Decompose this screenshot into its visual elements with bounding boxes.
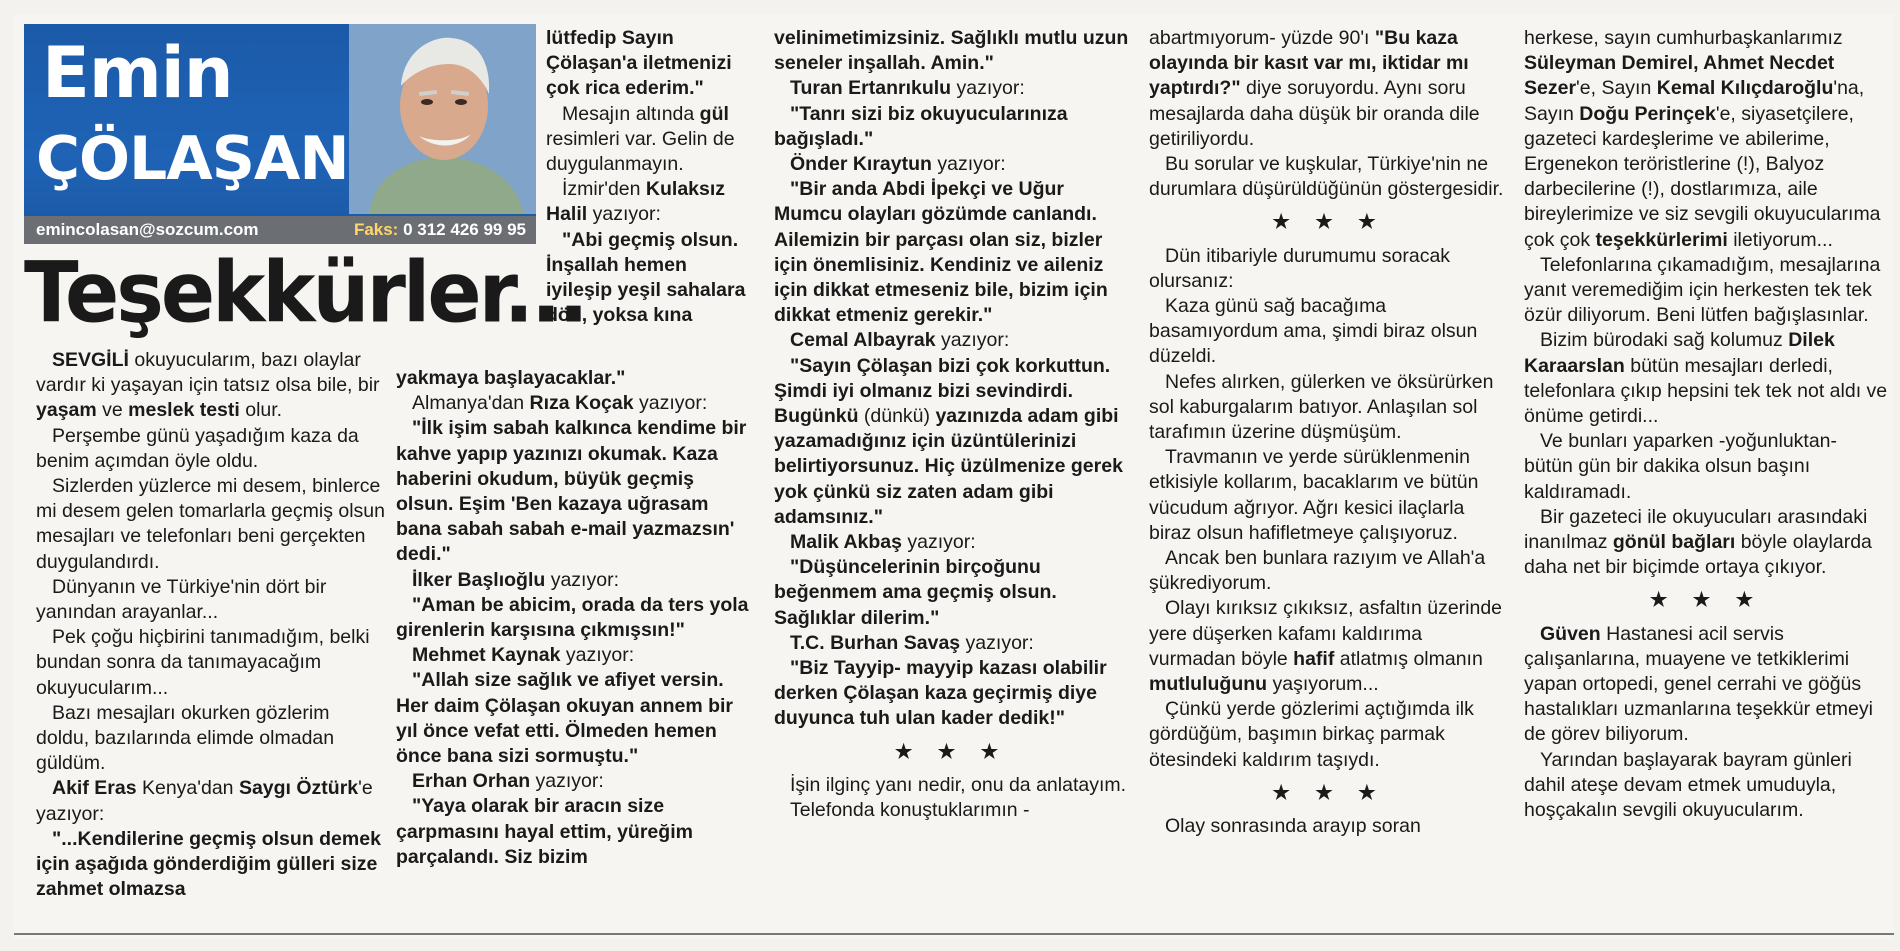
column-2 [396, 366, 756, 870]
body-text: (dünkü) [858, 405, 936, 428]
section-divider-stars: ★ ★ ★ [1649, 589, 1764, 612]
paragraph [546, 102, 751, 178]
body-text: okuyucularım, bazı olaylar vardır ki yaşayan için tatsız olsa bile, bir [36, 349, 380, 397]
paragraph [1149, 697, 1509, 773]
bold-text: "Biz Tayyip- mayyip kazası olabilir derken Çölaşan kaza geçirmiş diye duyunca tuh ulan kader dedik!" [774, 657, 1107, 730]
body-text: Sizlerden yüzlerce mi desem, binlerce mi desem gelen tomarlarla geçmiş olsun mesajları ve telefonları beni gerçekten duygulandırdı. [36, 475, 385, 573]
bold-text: meslek testi [128, 399, 240, 422]
bold-text: velinimetimizsiniz. Sağlıklı mutlu uzun seneler inşallah. Amin." [774, 27, 1129, 75]
body-text: Ancak ben bunlara razıyım ve Allah'a şükrediyorum. [1149, 547, 1486, 595]
paragraph [36, 776, 386, 826]
body-text: yazıyor: [902, 531, 976, 554]
paragraph [1524, 505, 1889, 581]
paragraph [396, 366, 756, 391]
body-text: Pek çoğu hiçbirini tanımadığım, belki bundan sonra da tanımayacağım okuyucularım... [36, 626, 370, 699]
paragraph [546, 228, 751, 329]
paragraph [774, 555, 1129, 631]
body-text: Olay sonrasında arayıp soran [1165, 815, 1421, 838]
paragraph [774, 328, 1129, 353]
body-text: Almanya'dan [412, 392, 530, 415]
body-text: yazıyor: [931, 153, 1006, 176]
paragraph [36, 348, 386, 424]
bold-text: hafif [1293, 647, 1335, 670]
body-text: yaşıyorum... [1267, 673, 1379, 696]
body-text: yazıyor: [935, 329, 1010, 352]
paragraph [396, 568, 756, 593]
column-5 [1524, 26, 1889, 823]
paragraph [1524, 622, 1889, 748]
bold-text: teşekkürlerimi [1595, 228, 1728, 251]
author-last-name: ÇÖLAŞAN [36, 124, 349, 194]
paragraph [1149, 26, 1509, 152]
bold-text: "Abi geçmiş olsun. İnşallah hemen iyileşip yeşil sahalara dön, yoksa kına [546, 228, 746, 327]
body-text: Telefonlarına çıkamadığım, mesajlarına yanıt veremediğim için herkesten tek tek özür diliyorum. Beni lütfen bağışlasınlar. [1524, 253, 1881, 327]
contact-bar [24, 216, 536, 244]
bold-text: yazınızda adam gibi yazamadığınız için üzüntülerinizi belirtiyorsunuz. Hiç üzülmenize gerek yok çünkü siz zaten adam gibi adamsınız." [774, 405, 1123, 528]
bold-text: mutluluğunu [1149, 673, 1268, 696]
section-divider-stars: ★ ★ ★ [1272, 211, 1386, 234]
paragraph [1149, 244, 1509, 294]
body-text: resimleri var. Gelin de duygulanmayın. [546, 127, 735, 176]
body-text: böyle olaylarda daha net bir biçimde ortaya çıkıyor. [1524, 531, 1872, 579]
bold-text: yakmaya başlayacaklar." [396, 367, 626, 389]
paragraph [396, 794, 756, 870]
bold-text: gül [699, 102, 729, 125]
paragraph [774, 26, 1129, 76]
body-text: İzmir'den [562, 178, 646, 201]
paragraph [396, 593, 756, 643]
author-portrait [349, 24, 536, 214]
body-text: Kenya'dan [136, 777, 239, 800]
paragraph [396, 391, 756, 416]
paragraph [1149, 152, 1509, 202]
body-text: Telefonda konuştuklarımın - [790, 799, 1030, 822]
column-2-top [546, 26, 751, 328]
paragraph [36, 424, 386, 474]
body-text: Dünyanın ve Türkiye'nin dört bir yanından arayanlar... [36, 575, 327, 624]
bold-text: T.C. Burhan Savaş [790, 631, 961, 654]
bold-text: Süleyman Demirel, Ahmet Necdet Sezer [1524, 52, 1835, 100]
body-text: atlatmış olmanın [1334, 647, 1483, 670]
bold-text: Kulaksız Halil [546, 178, 726, 226]
column-3 [774, 26, 1129, 823]
bold-text: Rıza Koçak [529, 392, 634, 415]
paragraph [774, 656, 1129, 732]
bold-text: Önder Kıraytun [790, 153, 932, 176]
bold-text: gönül bağları [1612, 531, 1736, 554]
body-text: diye soruyordu. Aynı soru mesajlarda daha düşük bir oranda dile getiriliyordu. [1149, 77, 1480, 150]
column-1 [36, 348, 386, 902]
paragraph [1149, 596, 1509, 697]
body-text: Kaza günü sağ bacağıma basamıyordum ama, şimdi biraz olsun düzeldi. [1149, 295, 1478, 368]
paragraph [546, 26, 751, 102]
paragraph [36, 575, 386, 625]
column-4 [1149, 26, 1509, 839]
body-text: bütün mesajları derledi, telefonlara çıkıp hepsini tek tek not aldı ve önüme getirdi... [1524, 354, 1888, 428]
body-text: yazıyor: [960, 631, 1034, 654]
body-text: yazıyor: [530, 770, 604, 793]
body-text: iletiyorum... [1727, 228, 1833, 251]
paragraph [774, 102, 1129, 152]
bold-text: "Tanrı sizi biz okuyucularınıza bağışladı." [774, 102, 1068, 150]
fax-label: Faks: [353, 220, 399, 239]
bold-text: Erhan Orhan [412, 770, 531, 793]
paragraph [396, 769, 756, 794]
bold-text: Mehmet Kaynak [412, 644, 561, 667]
paragraph [546, 177, 751, 227]
bold-text: Cemal Albayrak [790, 329, 936, 352]
paragraph [774, 631, 1129, 656]
bold-text: yaşam [36, 399, 97, 422]
body-text: Bir gazeteci ile okuyucuları arasındaki inanılmaz [1524, 505, 1868, 554]
body-text: Dün itibariyle durumumu soracak olursanız: [1149, 244, 1451, 292]
paragraph [396, 416, 756, 567]
body-text: Ve bunları yaparken -yoğunluktan- bütün gün bir dakika olsun başını kaldıramadı. [1524, 430, 1838, 503]
bold-text: Turan Ertanrıkulu [790, 77, 952, 100]
body-text: Bazı mesajları okurken gözlerim doldu, bazılarında elimde olmadan güldüm. [36, 701, 335, 775]
body-text: yazıyor: [587, 203, 661, 226]
paragraph [36, 625, 386, 701]
bold-text: "Sayın Çölaşan bizi çok korkuttun. Şimdi iyi olmanız bizi sevindirdi. Bugünkü [774, 354, 1111, 428]
body-text: olur. [239, 399, 283, 422]
newspaper-page [14, 14, 1894, 939]
body-text: Bizim bürodaki sağ kolumuz [1540, 329, 1789, 352]
bold-text: İlker Başlıoğlu [412, 568, 546, 591]
body-text: 'na, Sayın [1524, 77, 1865, 125]
bold-text: lütfedip Sayın Çölaşan'a iletmenizi çok rica ederim." [546, 27, 732, 100]
paragraph [774, 798, 1129, 823]
paragraph [1524, 748, 1889, 824]
fax-number: 0 312 426 99 95 [403, 220, 526, 239]
bold-text: "Yaya olarak bir aracın size çarpmasını hayal ettim, yüreğim parçalandı. Siz bizim [396, 795, 693, 868]
body-text: İşin ilginç yanı nedir, onu da anlatayım. [790, 773, 1127, 796]
paragraph [36, 701, 386, 777]
body-text: yazıyor: [951, 77, 1025, 100]
section-divider-stars: ★ ★ ★ [894, 740, 1009, 763]
body-text: herkese, sayın cumhurbaşkanlarımız [1524, 27, 1843, 49]
bold-text: Güven [1540, 622, 1601, 645]
paragraph [1524, 26, 1889, 253]
body-text: yazıyor: [545, 568, 619, 591]
paragraph [774, 530, 1129, 555]
paragraph [774, 152, 1129, 177]
paragraph [1524, 253, 1889, 329]
headline: Teşekkürler... [24, 243, 586, 342]
paragraph [36, 827, 386, 903]
bold-text: "Bu kaza olayında bir kasıt var mı, iktidar mı yaptırdı?" [1149, 27, 1469, 100]
paragraph [396, 643, 756, 668]
paragraph [1524, 328, 1889, 429]
bold-text: Kemal Kılıçdaroğlu [1656, 77, 1834, 100]
author-first-name: Emin [42, 32, 233, 114]
body-text: Bu sorular ve kuşkular, Türkiye'nin ne durumlara düşürüldüğünün göstergesidir. [1149, 153, 1504, 201]
body-text: ve [96, 399, 129, 422]
body-text: Çünkü yerde gözlerimi açtığımda ilk gördüğüm, başımın birkaç parmak ötesindeki kaldırım taşıydı. [1149, 698, 1474, 771]
paragraph [1149, 370, 1509, 446]
body-text: Mesajın altında [562, 102, 700, 125]
body-text: yazıyor: [633, 392, 708, 415]
body-text: Hastanesi acil servis çalışanlarına, muayene ve tetkiklerimi yapan ortopedi, genel cerrahi ve göğüs hastalıkları uzmanlarına teşekkür etmeyi de görev biliyorum. [1524, 622, 1873, 746]
paragraph [774, 773, 1129, 798]
paragraph [1149, 445, 1509, 546]
body-text: 'e, siyasetçilere, gazeteci kardeşlerime ve abilerime, Ergenekon teröristlerine (!), Balyoz darbecilerine (!), dostlarımıza, aile bireylerimize ve siz sevgili okuyucularıma çok çok [1524, 102, 1881, 251]
bold-text: Doğu Perinçek [1579, 102, 1716, 125]
bold-text: "...Kendilerine geçmiş olsun demek için aşağıda gönderdiğim gülleri size zahmet olmazsa [36, 827, 381, 901]
bottom-rule [14, 933, 1894, 935]
section-divider-stars: ★ ★ ★ [1272, 781, 1386, 804]
bold-text: "Düşüncelerinin birçoğunu beğenmem ama geçmiş olsun. Sağlıklar dilerim." [774, 556, 1057, 629]
paragraph [1149, 814, 1509, 839]
paragraph [1149, 294, 1509, 370]
bold-text: Malik Akbaş [790, 531, 902, 554]
bold-text: "Allah size sağlık ve afiyet versin. Her daim Çölaşan okuyan annem bir yıl önce vefat etti. Ölmeden hemen önce bana sizi sormuştu." [396, 669, 734, 768]
bold-text: Dilek Karaarslan [1524, 329, 1835, 377]
bold-text: SEVGİLİ [52, 349, 129, 371]
author-email: emincolasan@sozcum.com [36, 220, 259, 239]
paragraph [774, 354, 1129, 530]
body-text: Perşembe günü yaşadığım kaza da benim açımdan öyle oldu. [36, 424, 359, 472]
body-text: Yarından başlayarak bayram günleri dahil ateşe devam etmek umuduyla, hoşçakalın sevgili okuyucularım. [1524, 748, 1852, 822]
bold-text: Saygı Öztürk [238, 777, 359, 800]
body-text: 'e yazıyor: [36, 777, 373, 825]
bold-text: "Bir anda Abdi İpekçi ve Uğur Mumcu olayları gözümde canlandı. Ailemizin bir parçası olan siz, bizler için önemlisiniz. Kendiniz ve aileniz için dikkat etmeseniz bile, bizim için dikkat etmeniz gerekir." [774, 178, 1108, 327]
paragraph [774, 177, 1129, 328]
paragraph [1524, 429, 1889, 505]
body-text: Travmanın ve yerde sürüklenmenin etkisiyle kollarım, bacaklarım ve bütün vücudum ağrıyor. Ağrı kesici ilaçlarla biraz olsun hafifletmeye çalışıyoruz. [1149, 446, 1479, 544]
body-text: abartmıyorum- yüzde 90'ı [1149, 27, 1375, 49]
paragraph [1149, 546, 1509, 596]
bold-text: "Aman be abicim, orada da ters yola girenlerin karşısına çıkmışsın!" [396, 593, 749, 642]
body-text: Nefes alırken, gülerken ve öksürürken sol kaburgalarım batıyor. Anlaşılan sol tarafımın üzerine düşmüşüm. [1149, 370, 1494, 444]
body-text: 'e, Sayın [1576, 77, 1657, 100]
paragraph [396, 668, 756, 769]
fax-info [354, 220, 526, 240]
body-text: yazıyor: [560, 644, 635, 667]
body-text: Olayı kırıksız çıkıksız, asfaltın üzerinde yere düşerken kafamı kaldırıma vurmadan böyle [1149, 597, 1503, 670]
bold-text: "İlk işim sabah kalkınca kendime bir kahve yapıp yazınızı okumak. Kaza haberini okudum, büyük geçmiş olsun. Eşim 'Ben kazaya uğrasam bana sabah sabah e-mail yazmazsın' dedi." [396, 417, 747, 566]
column-header [24, 24, 536, 244]
bold-text: Akif Eras [52, 777, 137, 800]
paragraph [36, 474, 386, 575]
paragraph [774, 76, 1129, 101]
